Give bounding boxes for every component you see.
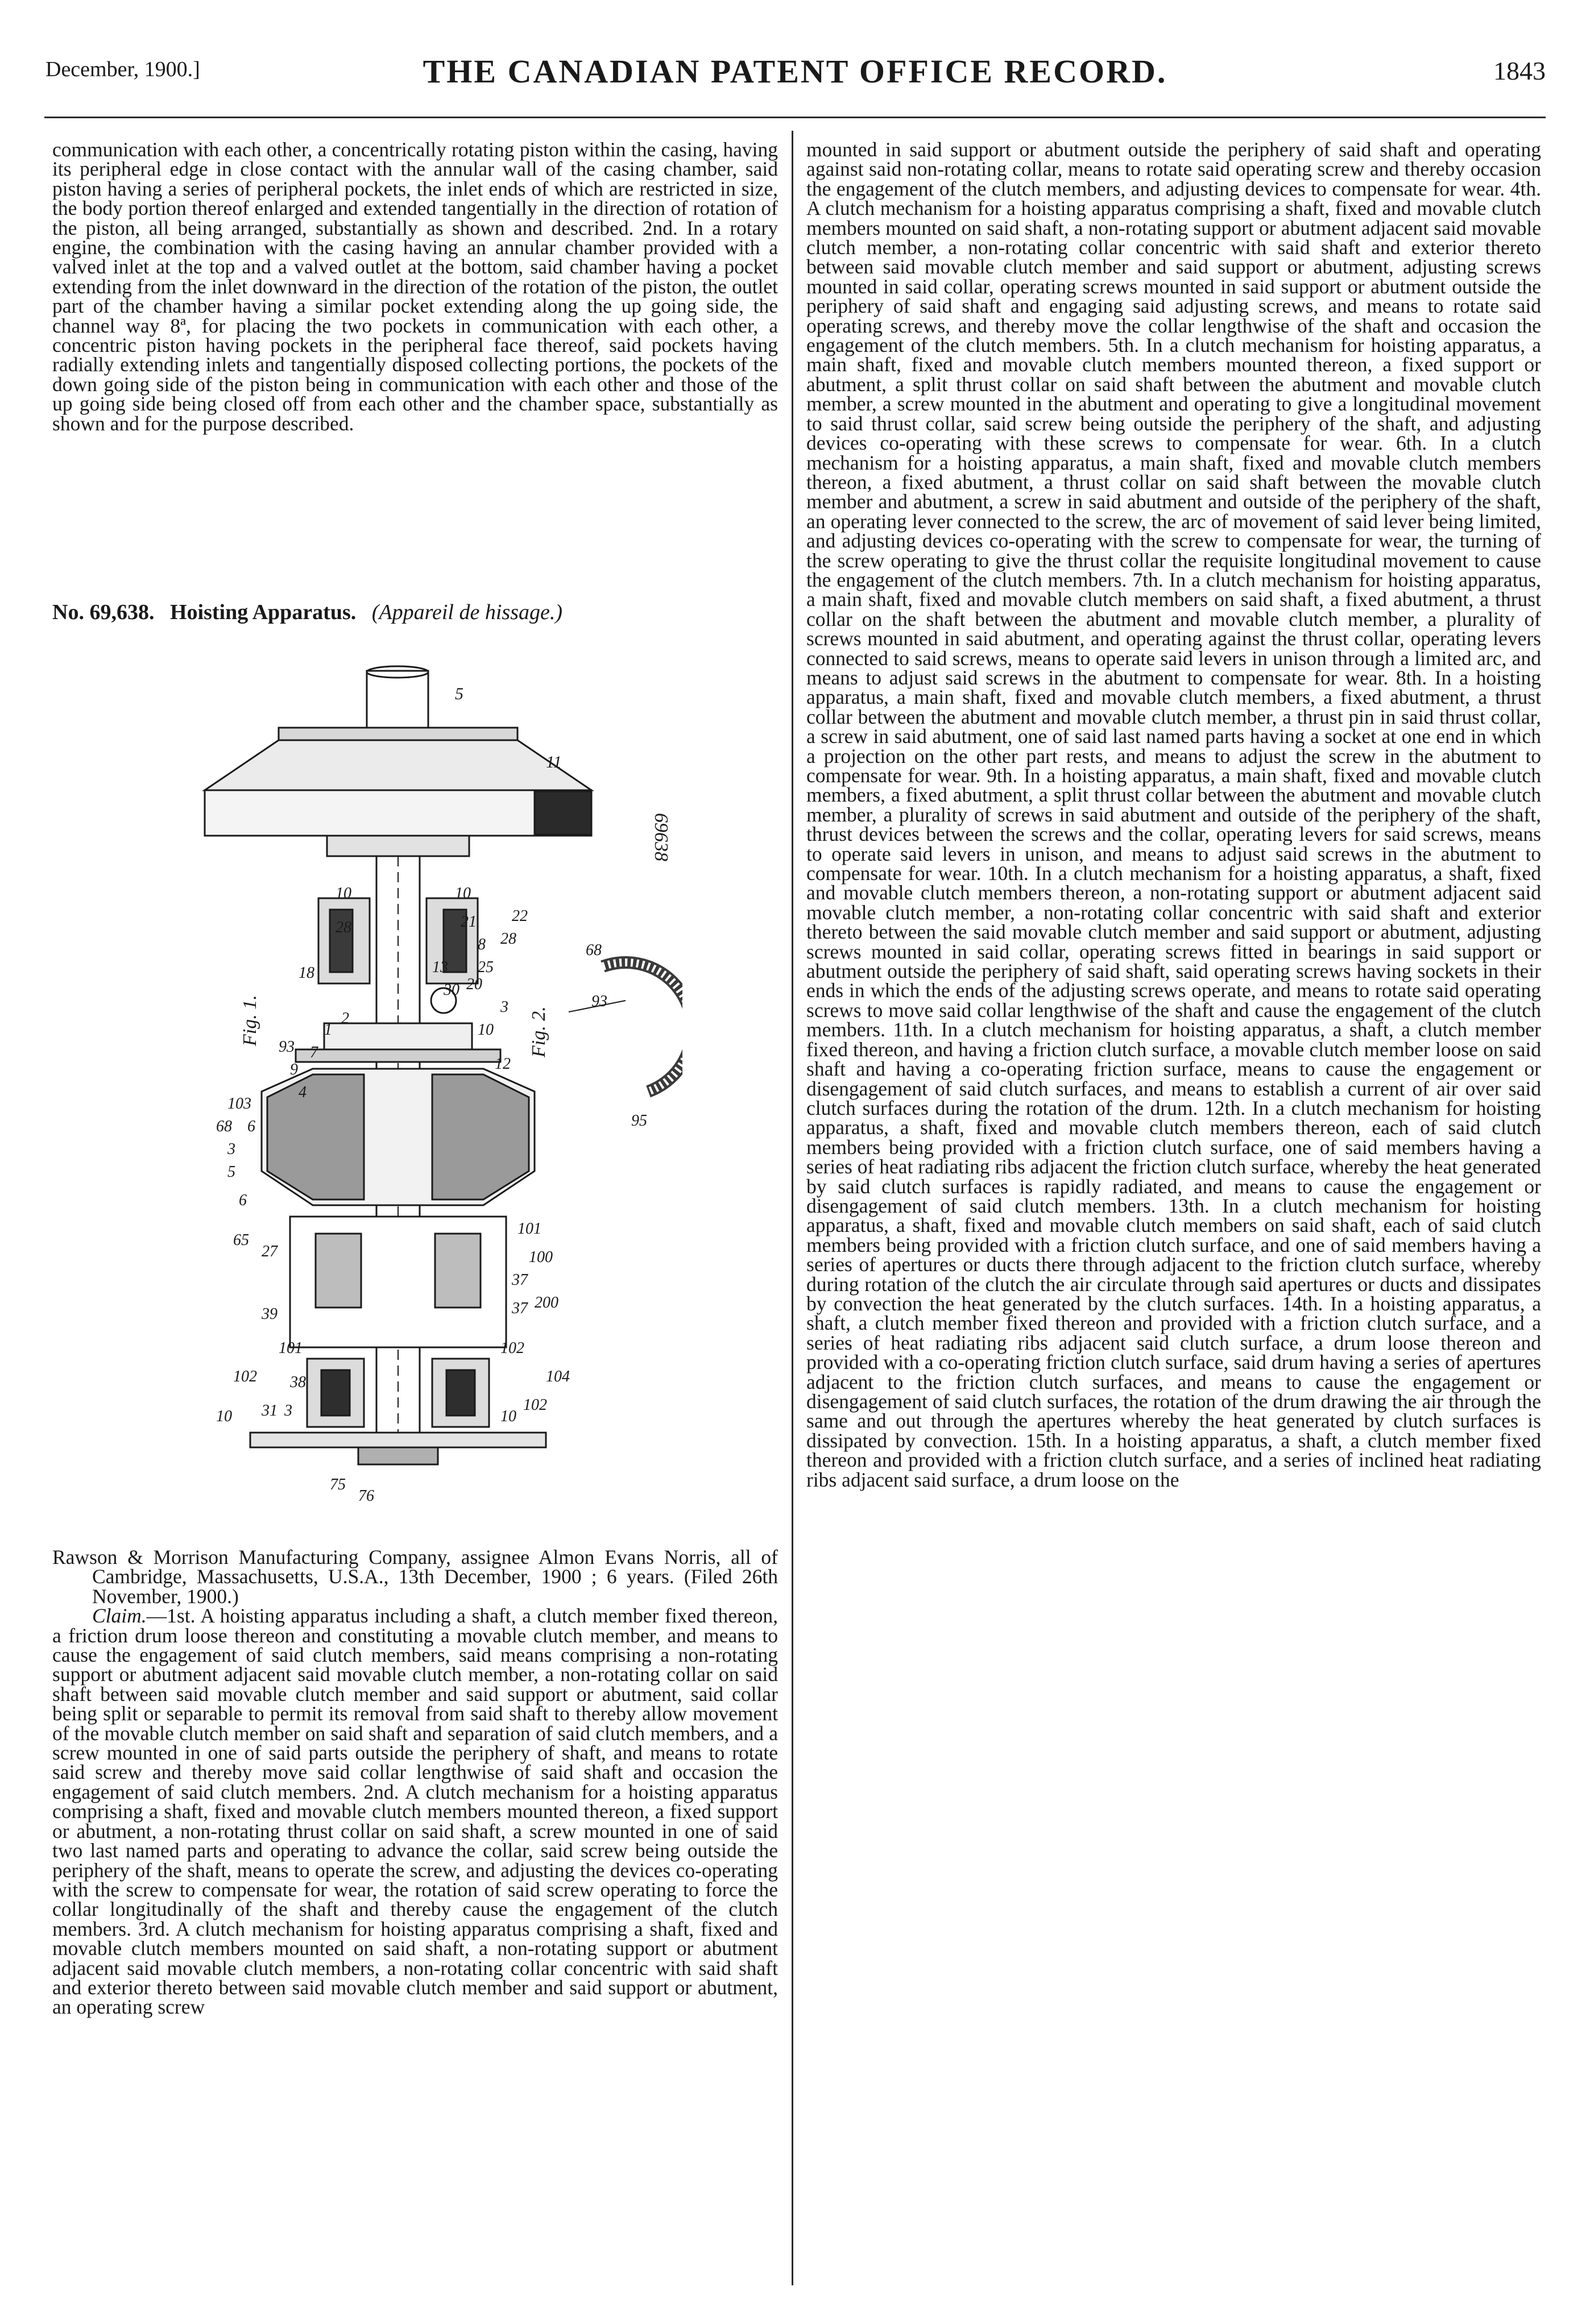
fig-ref-31: 31 [262, 1402, 278, 1420]
fig-ref-20: 20 [466, 976, 482, 993]
shaft-stub-top [367, 666, 428, 678]
fig-ref-10b: 10 [455, 885, 471, 902]
fig-ref-21: 21 [461, 913, 477, 931]
fig-ref-101a: 101 [517, 1220, 541, 1238]
fig-ref-10e: 10 [500, 1408, 516, 1425]
left-column-top [52, 140, 778, 433]
fig2-gauge [603, 962, 682, 1092]
fig-ref-3a: 3 [500, 998, 508, 1016]
right-column-claims: mounted in said support or abutment outside the periphery of said shaft and operating against said non-rotating collar, means to rotate said operating screw and thereby occasion the engagement of the clutch members, and adjusting devices to compensate for wear. 4th. A clutch mechanism for a hoisting apparatus comprising a shaft, fixed and movable clutch members mounted on said shaft, a non-rotating support or abutment adjacent said movable clutch member, a non-rotating collar concentric with said shaft and exterior thereto between said movable clutch member and said support or abutment, adjusting screws mounted in said collar, operating screws mounted in said support or abutment outside the periphery of said shaft and engaging said adjusting screws, and means to rotate said operating screws, and thereby move the collar lengthwise of the shaft and occasion the engagement of the clutch members. 5th. In a clutch mechanism for hoisting apparatus, a main shaft, fixed and movable clutch members mounted thereon, a fixed support or abutment, a split thrust collar on said shaft between the abutment and movable clutch member, a screw mounted in the abutment and operating to give a longitudinal movement to said thrust collar, said screw being outside the periphery of the shaft, and adjusting devices co-operating with these screws to compensate for wear. 6th. In a clutch mechanism for a hoisting apparatus, a main shaft, fixed and movable clutch members thereon, a fixed abutment, a thrust collar on said shaft between the movable clutch member and abutment, a screw in said abutment and outside of the periphery of the shaft, an operating lever connected to the screw, the arc of movement of said lever being limited, and adjusting devices co-operating with the screw to compensate for wear, the turning of the screw operating to give the thrust collar the requisite longitudinal movement to cause the engagement of the clutch members. 7th. In a clutch mechanism for hoisting apparatus, a main shaft, fixed and movable clutch members on said shaft, a fixed abutment, a thrust collar on the shaft between the abutment and movable clutch member, a plurality of screws mounted in said abutment, and operating against the thrust collar, operating levers connected to said screws, means to operate said levers in unison through a limited arc, and means to adjust said screws in the abutment to compensate for wear. 8th. In a hoisting apparatus, a main shaft, fixed and movable clutch members, a fixed abutment, a thrust collar between the abutment and movable clutch member, a thrust pin in said thrust collar, a screw in said abutment, one of said last named parts having a socket at one end in which a projection on the other part rests, and means to adjust the screw in the abutment to compensate for wear. 9th. In a hoisting apparatus, a main shaft, fixed and movable clutch members, a fixed abutment, a split thrust collar between the abutment and movable clutch member, a plurality of screws in said abutment and outside of the periphery of the shaft, thrust devices between the screws and the collar, operating levers for said screws, means to operate said levers in unison, and means to adjust said screws in the abutment to compensate for wear. 10th. In a clutch mechanism for a hoisting apparatus, a shaft, fixed and movable clutch members thereon, a non-rotating support or abutment adjacent said movable clutch member, a non-rotating collar concentric with said shaft and exterior thereto between the said movable clutch member and said support or abutment, adjusting screws mounted in said collar, operating screws fitted in bearings in said support or abutment outside the periphery of said shaft, said operating screws having sockets in their ends in which the ends of the adjusting screws operate, and means to rotate said operating screws to move said collar lengthwise of the shaft and cause the engagement of the clutch members. 11th. In a clutch mechanism for hoisting apparatus, a shaft, a clutch member fixed thereon, and having a friction clutch surface, a movable clutch member loose on said shaft and having a co-operating friction surface, means to cause the engagement or disengagement of said clutch surfaces, and means to establish a current of air over said clutch surfaces during the rotation of the drum. 12th. In a clutch mechanism for hoisting apparatus, a shaft, fixed and movable clutch members thereon, each of said clutch members being provided with a friction clutch surface, one of said members having a series of heat radiating ribs adjacent the friction clutch surface, whereby the heat generated by said clutch surfaces is rapidly radiated, and means to cause the engagement or disengagement of said clutch members. 13th. In a clutch mechanism for hoisting apparatus, a shaft, fixed and movable clutch members on said shaft, each of said clutch members being provided with a friction clutch surface, and one of said members having a series of apertures or ducts there through adjacent to the friction clutch surface, whereby during rotation of the clutch the air circulate through said apertures or ducts and dissipates by convection the heat generated by the clutch surfaces. 14th. In a hoisting apparatus, a shaft, a clutch member fixed thereon and provided with a friction clutch surface, and a series of heat radiating ribs adjacent said clutch surface, a drum loose thereon and provided with a co-operating friction clutch surface, said drum having a series of apertures adjacent to the friction clutch surfaces, and means to cause the engagement or disengagement of said clutch surfaces, the rotation of the drum drawing the air through the same and out through the apertures whereby the heat generated by clutch surfaces is dissipated by convection. 15th. In a hoisting apparatus, a shaft, a clutch member fixed thereon and provided with a friction clutch surface, and a series of inclined heat radiating ribs adjacent said surface, a drum loose on the [806, 138, 1541, 1491]
page-header [41, 52, 1549, 92]
continuation-paragraph: communication with each other, a concentrically rotating piston within the casing, having its peripheral edge in close contact with the annular wall of the casing chamber, said piston having a series of peripheral pockets, the inlet ends of which are restricted in size, the body portion thereof enlarged and extended tangentially in the direction of rotation of the piston, all being arranged, substantially as shown and described. 2nd. In a rotary engine, the combination with the casing having an annular chamber provided with a valved inlet at the top and a valved outlet at the bottom, said chamber having a pocket extending from the inlet downward in the direction of the rotation of the piston, the outlet part of the chamber having a similar pocket extending along the up going side, the channel way 8ª, for placing the two pockets in communication with each other, a concentric piston having pockets in the peripheral face thereof, said pockets having radially extending inlets and tangentially disposed collecting portions, the pockets of the down going side of the piston being in communication with each other and those of the up going side being closed off from each other and the chamber space, substantially as shown and for the purpose described. [52, 138, 778, 435]
fig-ref-30: 30 [444, 981, 459, 999]
fig-ref-104: 104 [546, 1368, 570, 1385]
fig2-ref-93: 93 [591, 993, 607, 1010]
fig-ref-38: 38 [290, 1373, 306, 1391]
base-hub [358, 1447, 438, 1464]
fig-ref-2: 2 [341, 1010, 349, 1027]
drum-spring-right [435, 1234, 481, 1308]
fig-ref-68: 68 [216, 1118, 232, 1135]
fig-ref-39: 39 [262, 1305, 278, 1323]
fig-ref-3c: 3 [284, 1402, 292, 1420]
fig-ref-76: 76 [358, 1487, 374, 1505]
left-column-bottom [52, 1547, 778, 2017]
clutch-ribs-left [267, 1074, 364, 1200]
fig-ref-37a: 37 [512, 1271, 528, 1289]
column-divider [792, 131, 793, 2285]
fig-ref-102b: 102 [233, 1368, 257, 1385]
fig-ref-11: 11 [546, 753, 562, 771]
fig-ref-102c: 102 [523, 1396, 547, 1414]
drum-spring-left [316, 1234, 361, 1308]
fig-ref-1: 1 [324, 1021, 332, 1039]
fig-ref-37b: 37 [512, 1300, 528, 1317]
fig-ref-13: 13 [432, 958, 448, 976]
fig-ref-7: 7 [310, 1044, 318, 1061]
claims-paragraph [52, 1606, 778, 2017]
fig-ref-10c: 10 [478, 1021, 494, 1039]
fig-ref-100: 100 [529, 1248, 553, 1266]
fig-ref-6b: 6 [239, 1192, 247, 1209]
drum-rim [205, 790, 591, 836]
fig-ref-10d: 10 [216, 1408, 232, 1425]
patent-ref-number: 69638 [651, 813, 672, 861]
lower-bearing-right-shade [446, 1370, 475, 1416]
drum-rim-shade [535, 791, 591, 835]
claim-text: —1st. A hoisting apparatus including a shaft, a clutch member fixed thereon, a friction drum loose thereon and constituting a movable clutch member, and means to cause the engagement of said clutch members, said means comprising a non-rotating support or abutment adjacent said movable clutch member, a non-rotating collar on said shaft between said movable clutch member and said support or abutment, said collar being split or separable to permit its removal from said shaft to thereby allow movement of the movable clutch member on said shaft and separation of said clutch members, and a screw mounted in one of said parts outside the periphery of shaft, and means to rotate said screw and thereby move said collar lengthwise of said shaft and occasion the engagement of said clutch members. 2nd. A clutch mechanism for a hoisting apparatus comprising a shaft, fixed and movable clutch members mounted thereon, a fixed support or abutment, a non-rotating thrust collar on said shaft, a screw mounted in one of said two last named parts and operating to advance the collar, said screw being outside the periphery of the shaft, means to operate the screw, and adjusting the devices co-operating with the screw to compensate for wear, the rotation of said screw operating to force the collar longitudinally of the shaft and thereby cause the engagement of the clutch members. 3rd. A clutch mechanism for hoisting apparatus comprising a shaft, fixed and movable clutch members mounted on said shaft, a non-rotating support or abutment adjacent said movable clutch members, a non-rotating collar concentric with said shaft and exterior thereto between said movable clutch member and said support or abutment, an operating screw [52, 1604, 778, 2019]
fig-ref-5b: 5 [227, 1163, 235, 1181]
fig-ref-75: 75 [330, 1476, 346, 1493]
fig1-caption: Fig. 1. [239, 995, 260, 1046]
fig-ref-102a: 102 [500, 1339, 524, 1357]
fig-ref-22: 22 [512, 907, 528, 925]
fig2-caption: Fig. 2. [528, 1006, 549, 1057]
drum-hub [327, 836, 469, 856]
shaft-stub [367, 671, 428, 728]
fig-ref-10a: 10 [336, 885, 351, 902]
page-number: 1843 [1493, 56, 1546, 85]
fig-ref-27: 27 [262, 1243, 278, 1260]
fig-ref-28b: 28 [500, 930, 516, 948]
header-rule [44, 117, 1546, 118]
fig-ref-101b: 101 [279, 1339, 303, 1357]
fig-ref-95: 95 [631, 1112, 647, 1130]
bevel-gear [205, 740, 591, 790]
fig-ref-5: 5 [455, 684, 463, 703]
fig-ref-12: 12 [495, 1055, 511, 1073]
fig-ref-18: 18 [299, 964, 314, 982]
fig-ref-28a: 28 [336, 919, 351, 936]
header-date: December, 1900.] [45, 57, 200, 81]
gear-flange [279, 728, 517, 740]
lower-bearing-left-shade [321, 1370, 350, 1416]
abutment-plate [296, 1049, 500, 1062]
fig-ref-65: 65 [233, 1231, 249, 1249]
claim-label: Claim. [92, 1604, 147, 1628]
patent-name: Hoisting Apparatus. [169, 600, 357, 624]
clutch-ribs-right [432, 1074, 529, 1200]
patent-number: No. 69,638. [52, 600, 155, 624]
fig-ref-8: 8 [478, 936, 486, 953]
fig-ref-6a: 6 [247, 1118, 255, 1135]
patent-name-french: (Appareil de hissage.) [371, 600, 563, 624]
fig-ref-103: 103 [227, 1095, 251, 1113]
fig-ref-93: 93 [279, 1038, 295, 1056]
fig-ref-4: 4 [299, 1084, 307, 1101]
fig2-ref-68: 68 [586, 941, 602, 959]
right-column [806, 140, 1541, 1489]
base-plate [250, 1433, 546, 1447]
drawing-svg [193, 659, 682, 1512]
assignee-paragraph: Rawson & Morrison Manufacturing Company, assignee Almon Evans Norris, all of Cambridge, Massachusetts, U.S.A., 13th December, 1900 ; 6 years. (Filed 26th November, 1900.) [52, 1546, 778, 1608]
fig-ref-3b: 3 [227, 1140, 235, 1158]
journal-title: THE CANADIAN PATENT OFFICE RECORD. [423, 53, 1167, 90]
patent-heading [52, 600, 778, 625]
fig-ref-200: 200 [535, 1294, 558, 1312]
fig-ref-25: 25 [478, 958, 494, 976]
fig-ref-9: 9 [290, 1061, 298, 1078]
patent-drawing [193, 659, 682, 1512]
